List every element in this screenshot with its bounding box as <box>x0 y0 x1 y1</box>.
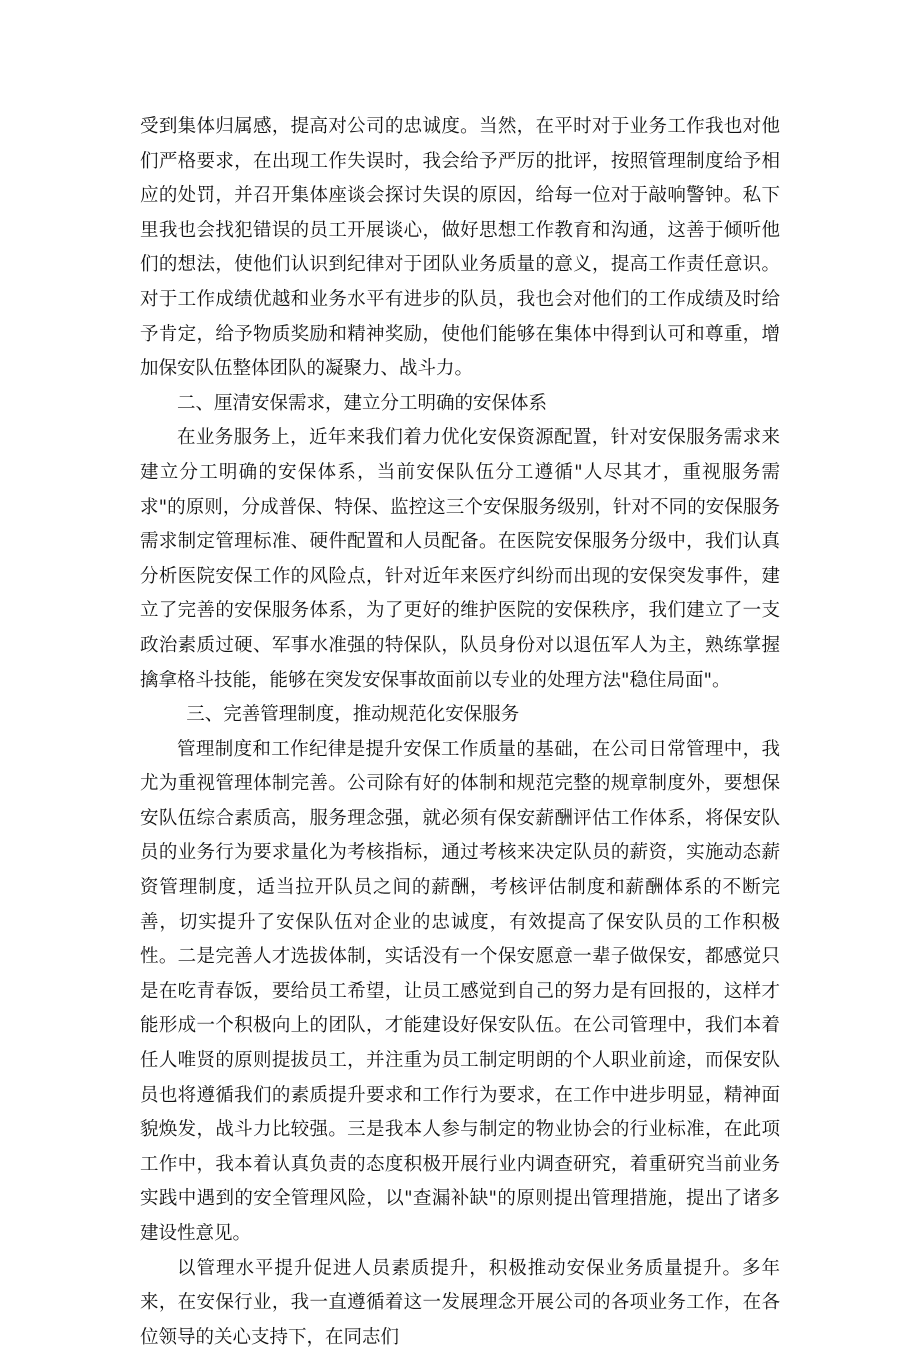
section-heading-2: 二、厘清安保需求，建立分工明确的安保体系 <box>177 392 548 414</box>
paragraph-security-system: 在业务服务上，近年来我们着力优化安保资源配置，针对安保服务需求来建立分工明确的安保体系，当前安保队伍分工遵循"人尽其才，重视服务需求"的原则，分成普保、特保、监控这三个安保服务级别，针对不同的安保服务需求制定管理标准、硬件配置和人员配备。在医院安保服务分级中，我们认真分析医院安保工作的风险点，针对近年来医疗纠纷而出现的安保突发事件，建立了完善的安保服务体系，为了更好的维护医院的安保秩序，我们建立了一支政治素质过硬、军事水准强的特保队，队员身份对以退伍军人为主，熟练掌握擒拿格斗技能，能够在突发安保事故面前以专业的处理方法"稳住局面"。 <box>140 427 780 691</box>
paragraph-quality-improvement: 以管理水平提升促进人员素质提升，积极推动安保业务质量提升。多年来，在安保行业，我一直遵循着这一发展理念开展公司的各项业务工作，在各位领导的关心支持下，在同志们 <box>140 1257 780 1348</box>
document-body <box>140 110 780 1355</box>
paragraph-management-system: 管理制度和工作纪律是提升安保工作质量的基础，在公司日常管理中，我尤为重视管理体制完善。公司除有好的体制和规范完整的规章制度外，要想保安队伍综合素质高，服务理念强，就必须有保安薪酬评估工作体系，将保安队员的业务行为要求量化为考核指标，通过考核来决定队员的薪资，实施动态薪资管理制度，适当拉开队员之间的薪酬，考核评估制度和薪酬体系的不断完善，切实提升了安保队伍对企业的忠诚度，有效提高了保安队员的工作积极性。二是完善人才选拔体制，实话没有一个保安愿意一辈子做保安，都感觉只是在吃青春饭，要给员工希望，让员工感觉到自己的努力是有回报的，这样才能形成一个积极向上的团队，才能建设好保安队伍。在公司管理中，我们本着任人唯贤的原则提拔员工，并注重为员工制定明朗的个人职业前途，而保安队员也将遵循我们的素质提升要求和工作行为要求，在工作中进步明显，精神面貌焕发，战斗力比较强。三是我本人参与制定的物业协会的行业标准，在此项工作中，我本着认真负责的态度积极开展行业内调查研究，着重研究当前业务实践中遇到的安全管理风险，以"查漏补缺"的原则提出管理措施，提出了诸多建设性意见。 <box>140 738 780 1244</box>
paragraph-continued: 受到集体归属感，提高对公司的忠诚度。当然，在平时对于业务工作我也对他们严格要求，在出现工作失误时，我会给予严厉的批评，按照管理制度给予相应的处罚，并召开集体座谈会探讨失误的原因，给每一位对于敲响警钟。私下里我也会找犯错误的员工开展谈心，做好思想工作教育和沟通，这善于倾听他们的想法，使他们认识到纪律对于团队业务质量的意义，提高工作责任意识。对于工作成绩优越和业务水平有进步的队员，我也会对他们的工作成绩及时给予肯定，给予物质奖励和精神奖励，使他们能够在集体中得到认可和尊重，增加保安队伍整体团队的凝聚力、战斗力。 <box>140 116 780 380</box>
section-heading-3: 三、完善管理制度，推动规范化安保服务 <box>186 704 520 726</box>
